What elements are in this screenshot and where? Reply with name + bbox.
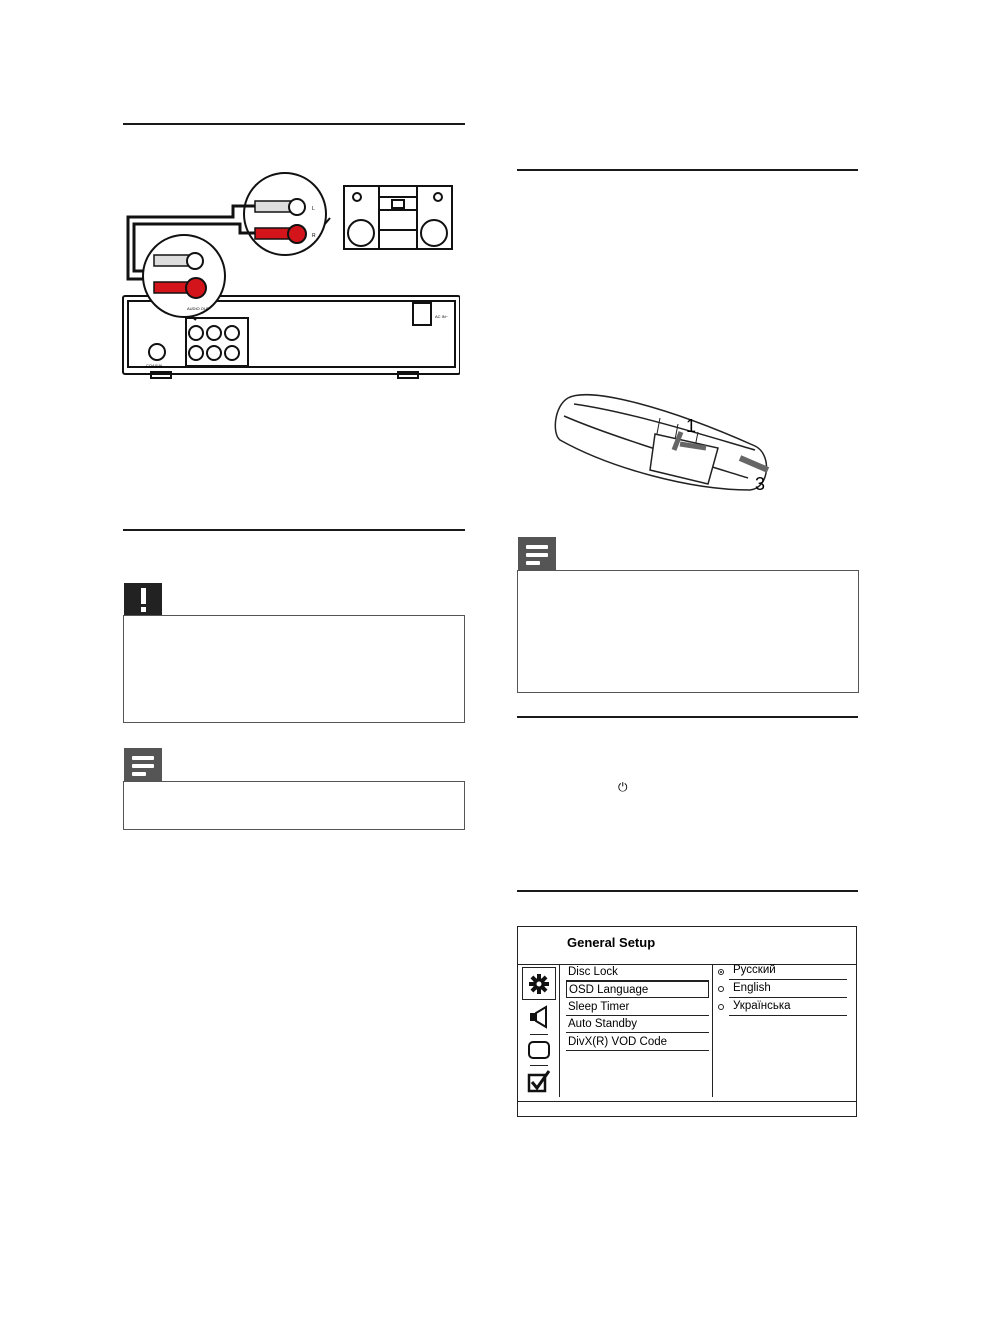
- jack-label-right: R: [312, 233, 316, 239]
- menu-bottom-separator: [518, 1101, 856, 1102]
- menu-item-divx-vod-code[interactable]: DivX(R) VOD Code: [566, 1034, 709, 1051]
- stereo-input-bubble: [244, 173, 330, 255]
- display-icon[interactable]: [522, 1038, 556, 1062]
- section-rule-remote-batteries: [517, 169, 858, 171]
- panel-label-ac-in: AC IN~: [435, 314, 449, 319]
- note-tab-left: [124, 748, 162, 781]
- radio-unchecked-icon: [718, 1004, 724, 1010]
- note-tab-right: [518, 537, 556, 570]
- note-icon-line: [526, 545, 548, 549]
- speaker-icon[interactable]: [522, 1003, 556, 1031]
- audio-out-bubble: [143, 235, 225, 320]
- note-icon-line: [132, 772, 146, 776]
- option-underline: [729, 1015, 847, 1016]
- section-rule-connect-power: [123, 529, 465, 531]
- menu-icon-column-divider: [559, 965, 560, 1097]
- remote-battery-diagram: [550, 378, 780, 518]
- audio-connection-diagram: [120, 170, 460, 385]
- step-label-3: 3: [755, 474, 766, 494]
- panel-label-audio-out: AUDIO OUT: [187, 306, 210, 311]
- panel-label-coaxial: COAXIAL: [146, 363, 164, 368]
- radio-unchecked-icon: [718, 986, 724, 992]
- section-rule-connect-audio: [123, 123, 465, 125]
- gear-icon[interactable]: [522, 967, 556, 1000]
- note-box-right: [517, 570, 859, 693]
- icon-separator: [530, 1034, 548, 1035]
- note-icon-line: [132, 764, 154, 768]
- caution-tab: [124, 583, 162, 616]
- note-icon-line: [132, 756, 154, 760]
- icon-separator: [530, 1065, 548, 1066]
- option-label: English: [733, 982, 771, 994]
- menu-title: General Setup: [567, 935, 656, 950]
- standby-icon: ⏻: [618, 780, 628, 794]
- stereo-system-illustration: [344, 186, 452, 249]
- note-box-left: [123, 781, 465, 830]
- menu-item-osd-language[interactable]: OSD Language: [566, 981, 709, 998]
- option-label: Українська: [733, 1000, 791, 1012]
- option-underline: [729, 997, 847, 998]
- menu-item-auto-standby[interactable]: Auto Standby: [566, 1016, 709, 1033]
- setup-menu: [517, 926, 857, 1117]
- menu-item-disc-lock[interactable]: Disc Lock: [566, 964, 709, 981]
- option-label: Русский: [733, 964, 776, 976]
- note-icon-line: [526, 561, 540, 565]
- exclamation-icon: [124, 583, 162, 616]
- menu-options-divider: [712, 965, 713, 1097]
- radio-checked-icon: [718, 969, 724, 975]
- section-rule-switch-on: [517, 716, 858, 718]
- note-icon-line: [526, 553, 548, 557]
- option-underline: [729, 979, 847, 980]
- jack-label-left: L: [312, 206, 315, 212]
- step-label-1: 1: [686, 416, 697, 436]
- caution-box: [123, 615, 465, 723]
- section-rule-language: [517, 890, 858, 892]
- menu-item-sleep-timer[interactable]: Sleep Timer: [566, 999, 709, 1016]
- checkbox-icon[interactable]: [522, 1068, 556, 1094]
